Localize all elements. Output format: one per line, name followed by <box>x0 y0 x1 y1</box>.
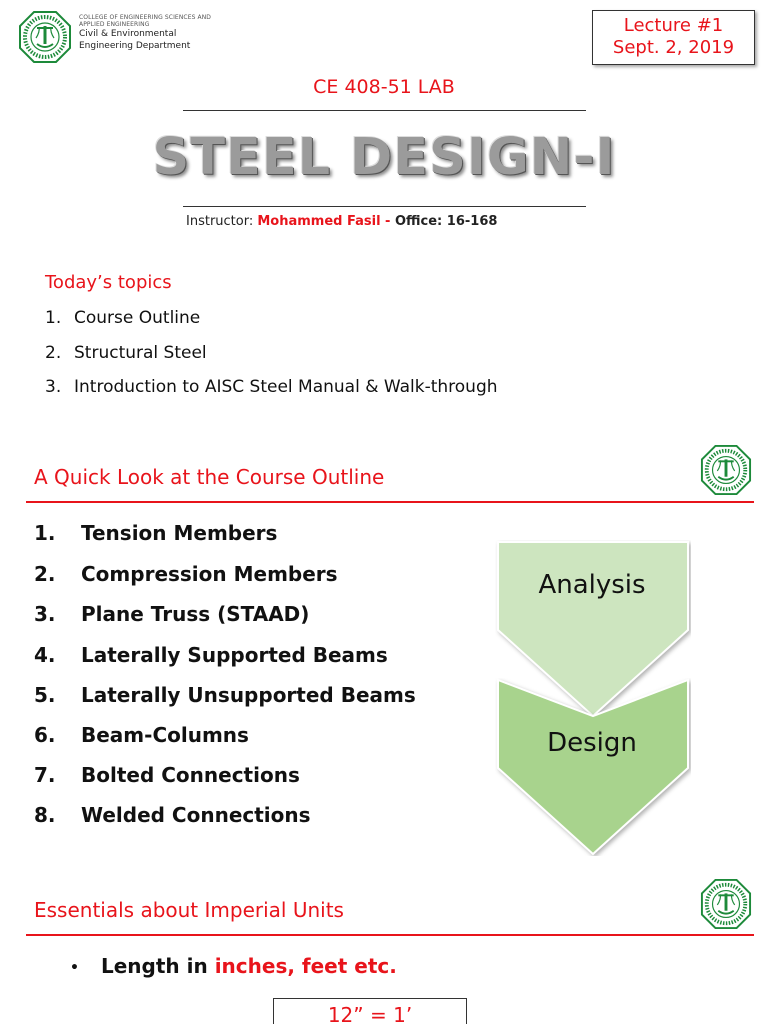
outline-number: 7. <box>34 763 56 787</box>
outline-label: Plane Truss (STAAD) <box>81 602 310 626</box>
topics-heading: Today’s topics <box>45 272 172 293</box>
topic-number: 2. <box>45 343 62 363</box>
imperial-units-heading: Essentials about Imperial Units <box>34 898 344 922</box>
page-title: STEEL DESIGN-I <box>152 128 616 187</box>
section-divider <box>26 934 754 936</box>
topic-item <box>45 377 498 397</box>
conversion-box: 12” = 1’ <box>273 998 467 1024</box>
outline-label: Laterally Supported Beams <box>81 643 388 667</box>
course-outline-heading: A Quick Look at the Course Outline <box>34 465 385 489</box>
university-seal-icon <box>700 878 752 930</box>
outline-number: 2. <box>34 562 56 586</box>
outline-item <box>34 521 277 545</box>
bullet-prefix: Length in <box>101 954 215 978</box>
outline-label: Bolted Connections <box>81 763 300 787</box>
outline-number: 3. <box>34 602 56 626</box>
outline-number: 4. <box>34 643 56 667</box>
instructor-name: Mohammed Fasil - <box>257 214 395 229</box>
outline-number: 5. <box>34 683 56 707</box>
outline-item <box>34 803 311 827</box>
outline-item <box>34 602 309 626</box>
topic-item <box>45 343 207 363</box>
outline-number: 1. <box>34 521 56 545</box>
topic-number: 1. <box>45 308 62 328</box>
outline-label: Welded Connections <box>81 803 311 827</box>
outline-item <box>34 643 388 667</box>
topic-label: Structural Steel <box>74 343 207 363</box>
title-rule-top <box>183 110 586 111</box>
bullet-item <box>70 954 397 978</box>
university-seal-icon <box>18 10 72 64</box>
design-chevron <box>495 678 691 856</box>
bullet-highlight: inches, feet etc. <box>214 954 397 978</box>
university-seal-icon <box>700 444 752 496</box>
department-name-line2: Engineering Department <box>79 41 191 51</box>
lecture-number: Lecture #1 <box>623 15 724 36</box>
title-rule-bottom <box>183 206 586 207</box>
instructor-label: Instructor: <box>186 214 258 229</box>
outline-label: Beam-Columns <box>81 723 249 747</box>
outline-item <box>34 683 416 707</box>
topic-label: Course Outline <box>74 308 201 328</box>
lecture-info-box <box>592 10 755 65</box>
outline-item <box>34 723 249 747</box>
topic-label: Introduction to AISC Steel Manual & Walk-through <box>74 377 498 397</box>
college-name-line1: COLLEGE OF ENGINEERING SCIENCES AND <box>79 14 212 21</box>
department-info <box>79 14 219 52</box>
office-info: Office: 16-168 <box>394 214 498 229</box>
bullet-icon: • <box>70 959 79 976</box>
topic-item <box>45 308 200 328</box>
college-name-line2: APPLIED ENGINEERING <box>79 21 150 28</box>
course-code: CE 408-51 LAB <box>313 76 455 98</box>
department-name-line1: Civil & Environmental <box>79 29 177 39</box>
instructor-line <box>186 214 497 229</box>
outline-number: 8. <box>34 803 56 827</box>
outline-item <box>34 763 300 787</box>
outline-label: Compression Members <box>81 562 338 586</box>
analysis-label: Analysis <box>538 570 646 600</box>
topic-number: 3. <box>45 377 62 397</box>
outline-item <box>34 562 338 586</box>
design-label: Design <box>547 728 637 758</box>
outline-label: Tension Members <box>81 521 278 545</box>
section-divider <box>26 501 754 503</box>
lecture-date: Sept. 2, 2019 <box>612 37 735 58</box>
outline-label: Laterally Unsupported Beams <box>81 683 416 707</box>
outline-number: 6. <box>34 723 56 747</box>
